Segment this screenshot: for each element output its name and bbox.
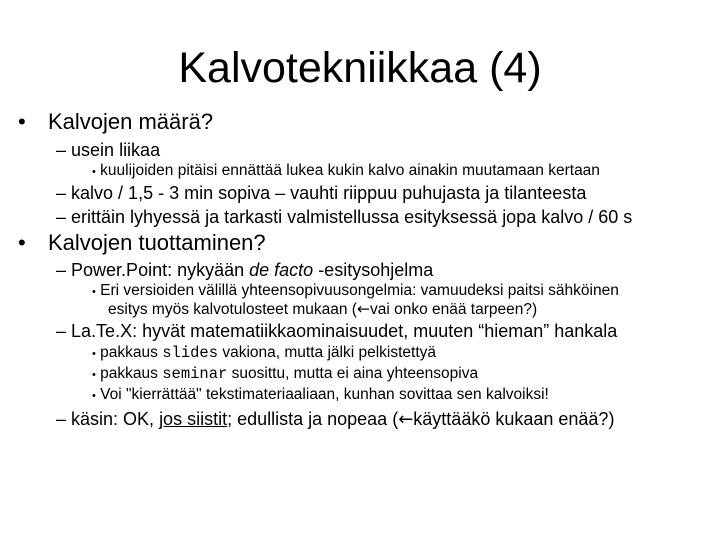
detail-kierrattaa bbox=[92, 385, 549, 406]
heading-kalvojen-tuottaminen: Kalvojen tuottaminen? bbox=[47, 230, 266, 255]
detail-text: vai onko enää tarpeen?) bbox=[369, 301, 538, 318]
left-arrow-icon: ← bbox=[356, 300, 370, 318]
sub-kalvo-min bbox=[56, 182, 586, 204]
detail-seminar bbox=[92, 364, 478, 385]
detail-text: pakkaus bbox=[100, 344, 163, 361]
detail-text: vakiona, mutta jälki pelkistettyä bbox=[218, 344, 436, 361]
sub-text: -esitysohjelma bbox=[313, 260, 434, 280]
bullet-dot: • bbox=[92, 286, 96, 298]
sub-erittain-lyhyessa bbox=[56, 206, 632, 228]
bullet-kalvojen-tuottaminen bbox=[18, 230, 266, 256]
bullet-dash: – bbox=[56, 409, 67, 429]
detail-slides bbox=[92, 343, 436, 364]
heading-kalvojen-maara: Kalvojen määrä? bbox=[47, 109, 214, 134]
code-slides: slides bbox=[162, 344, 219, 362]
sub-text: käyttääkö kukaan enää?) bbox=[413, 409, 615, 429]
sub-latex bbox=[56, 320, 617, 342]
sub-text: erittäin lyhyessä ja tarkasti valmistellussa esityksessä jopa kalvo / 60 s bbox=[71, 207, 633, 227]
left-arrow-icon: ← bbox=[398, 409, 414, 430]
bullet-dash: – bbox=[56, 260, 67, 280]
sub-text: kalvo / 1,5 - 3 min sopiva – vauhti riippuu puhujasta ja tilanteesta bbox=[71, 183, 587, 203]
detail-text: suosittu, mutta ei aina yhteensopiva bbox=[227, 365, 479, 382]
bullet-dot: • bbox=[92, 166, 96, 178]
bullet-dash: – bbox=[56, 183, 67, 203]
sub-text: käsin: OK, bbox=[71, 409, 160, 429]
bullet-dash: – bbox=[56, 207, 67, 227]
bullet-kalvojen-maara bbox=[18, 109, 213, 135]
bullet-dot: • bbox=[92, 390, 96, 402]
sub-text: usein liikaa bbox=[71, 140, 161, 160]
sub-usein-liikaa bbox=[56, 139, 160, 161]
detail-text: kuulijoiden pitäisi ennättää lukea kukin kalvo ainakin muutamaan kertaan bbox=[100, 162, 600, 179]
sub-text: La.Te.X: hyvät matematiikkaominaisuudet, muuten “hieman” hankala bbox=[71, 321, 618, 341]
sub-text: Power.Point: nykyään bbox=[71, 260, 250, 280]
sub-kasin bbox=[56, 408, 614, 431]
detail-text: esitys myös kalvotulosteet mukaan ( bbox=[108, 301, 357, 318]
sub-text: ; edullista ja nopeaa ( bbox=[227, 409, 399, 429]
detail-text: Eri versioiden välillä yhteensopivuusongelmia: vamuudeksi paitsi sähköinen bbox=[100, 282, 619, 299]
bullet-dot: • bbox=[18, 230, 26, 255]
detail-text: Voi "kierrättää" tekstimateriaaliaan, kunhan sovittaa sen kalvoiksi! bbox=[100, 386, 549, 403]
slide-title: Kalvotekniikkaa (4) bbox=[178, 44, 542, 92]
detail-versiot-cont bbox=[108, 299, 537, 320]
detail-text: pakkaus bbox=[100, 365, 163, 382]
bullet-dot: • bbox=[18, 109, 26, 134]
sub-powerpoint bbox=[56, 259, 433, 281]
underlined-jos-siistit: jos siistit bbox=[159, 409, 228, 429]
bullet-dash: – bbox=[56, 140, 67, 160]
italic-de-facto: de facto bbox=[249, 260, 314, 280]
code-seminar: seminar bbox=[162, 365, 228, 383]
detail-kuulijoiden bbox=[92, 161, 600, 182]
bullet-dash: – bbox=[56, 321, 67, 341]
bullet-dot: • bbox=[92, 348, 96, 360]
bullet-dot: • bbox=[92, 369, 96, 381]
